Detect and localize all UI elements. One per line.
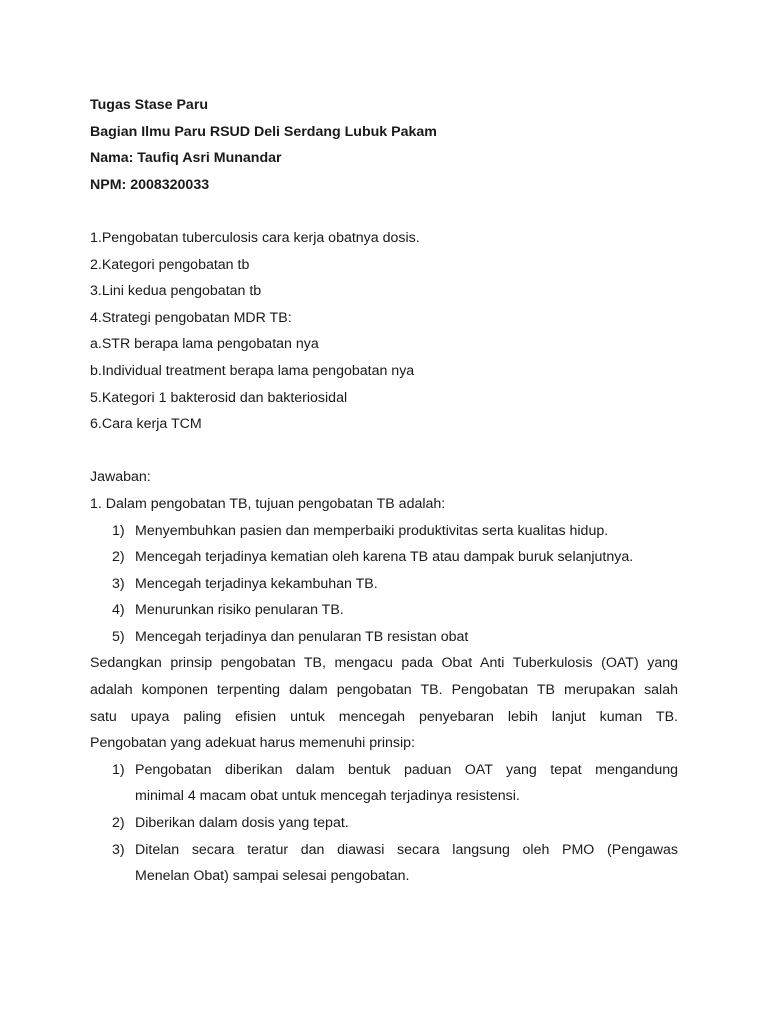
- list-item-text: Mencegah terjadinya kekambuhan TB.: [135, 575, 378, 592]
- list-item: [90, 571, 678, 598]
- list-item-text: Mencegah terjadinya kematian oleh karena TB atau dampak buruk selanjutnya.: [135, 549, 634, 566]
- assignment-title: Tugas Stase Paru: [90, 97, 209, 113]
- list-item: [90, 597, 678, 624]
- list-marker: 2): [112, 549, 125, 566]
- question-item: a.STR berapa lama pengobatan nya: [90, 336, 319, 353]
- document-header: [90, 92, 678, 198]
- list-marker: 5): [112, 628, 125, 645]
- question-list: [90, 225, 678, 438]
- list-item-text: minimal 4 macam obat untuk mencegah terjadinya resistensi.: [135, 788, 520, 805]
- paragraph-line: Pengobatan yang adekuat harus memenuhi prinsip:: [90, 735, 415, 752]
- answer-label: Jawaban:: [90, 469, 151, 486]
- list-marker: 2): [112, 815, 125, 832]
- answer-intro: 1. Dalam pengobatan TB, tujuan pengobatan TB adalah:: [90, 495, 446, 512]
- list-item: [90, 810, 678, 837]
- list-item: [90, 837, 678, 890]
- department-line: Bagian Ilmu Paru RSUD Deli Serdang Lubuk Pakam: [90, 123, 437, 140]
- question-item: 4.Strategi pengobatan MDR TB:: [90, 309, 292, 326]
- list-item-text: Pengobatan diberikan dalam bentuk paduan OAT yang tepat mengandung: [135, 761, 678, 778]
- question-item: 6.Cara kerja TCM: [90, 416, 202, 433]
- paragraph-line: satu upaya paling efisien untuk mencegah penyebaran lebih lanjut kuman TB.: [90, 708, 678, 725]
- list-item-text: Diberikan dalam dosis yang tepat.: [135, 815, 349, 832]
- list-marker: 4): [112, 602, 125, 619]
- student-name: Nama: Taufiq Asri Munandar: [90, 150, 282, 167]
- question-item: 2.Kategori pengobatan tb: [90, 256, 250, 273]
- spacer: [90, 198, 678, 225]
- goals-list: [90, 518, 678, 651]
- list-item-text: Menurunkan risiko penularan TB.: [135, 602, 344, 619]
- student-id: NPM: 2008320033: [90, 176, 210, 193]
- question-item: 5.Kategori 1 bakterosid dan bakteriosidal: [90, 389, 348, 406]
- list-marker: 1): [112, 761, 125, 778]
- list-item-text: Menyembuhkan pasien dan memperbaiki produktivitas serta kualitas hidup.: [135, 522, 609, 539]
- list-marker: 3): [112, 575, 125, 592]
- principle-paragraph: [90, 650, 678, 756]
- list-item: [90, 624, 678, 651]
- question-item: 3.Lini kedua pengobatan tb: [90, 283, 262, 300]
- list-item: [90, 518, 678, 545]
- list-item-text: Ditelan secara teratur dan diawasi secara langsung oleh PMO (Pengawas: [135, 841, 678, 858]
- spacer: [90, 438, 678, 465]
- list-item: [90, 757, 678, 810]
- list-item-text: Menelan Obat) sampai selesai pengobatan.: [135, 868, 410, 885]
- document-page: [90, 92, 678, 890]
- paragraph-line: Sedangkan prinsip pengobatan TB, mengacu pada Obat Anti Tuberkulosis (OAT) yang: [90, 655, 678, 672]
- list-item: [90, 544, 678, 571]
- question-item: b.Individual treatment berapa lama pengobatan nya: [90, 362, 415, 379]
- list-marker: 3): [112, 841, 125, 858]
- question-item: 1.Pengobatan tuberculosis cara kerja obatnya dosis.: [90, 229, 420, 246]
- paragraph-line: adalah komponen terpenting dalam pengobatan TB. Pengobatan TB merupakan salah: [90, 682, 678, 699]
- list-marker: 1): [112, 522, 125, 539]
- principles-list: [90, 757, 678, 890]
- list-item-text: Mencegah terjadinya dan penularan TB resistan obat: [135, 628, 469, 645]
